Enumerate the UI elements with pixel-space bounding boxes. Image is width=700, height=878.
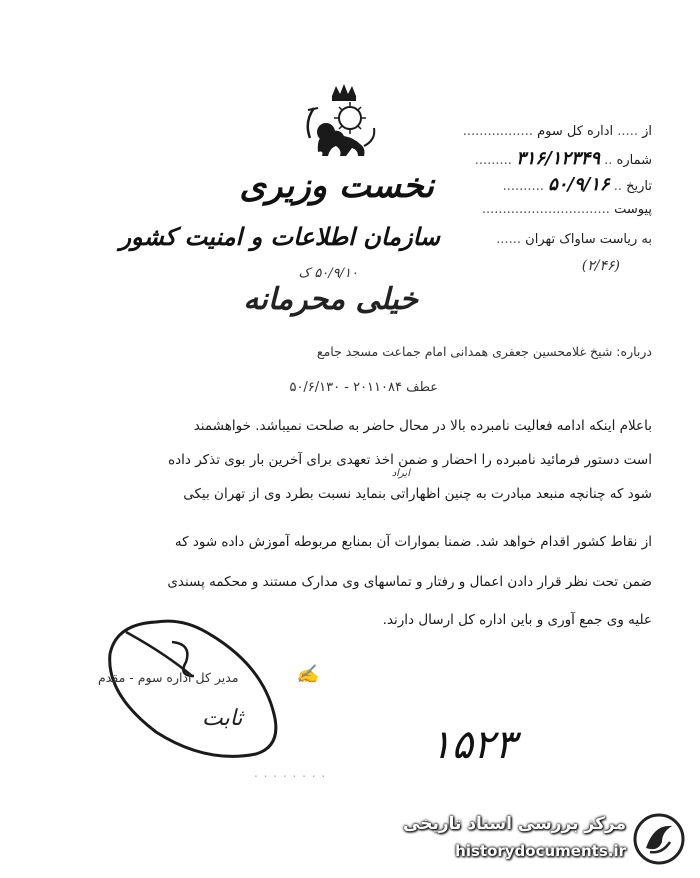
body-line: باعلام اینکه ادامه فعالیت نامبرده بالا در محال حاضر به صلحت نمیباشد. خواهشمند <box>193 418 652 434</box>
reference-line: عطف ۲۰۱۱۰۸۴ - ۵۰/۶/۱۳۰ <box>289 380 438 395</box>
signature-title: مدیر کل اداره سوم - مقدم <box>98 670 239 685</box>
letterhead-title: نخست وزیری <box>239 166 434 206</box>
from-field: از ..... اداره کل سوم ................. <box>462 124 652 139</box>
handwritten-archive-number: ۱۵۲۳ <box>430 722 516 768</box>
watermark-url: historydocuments.ir <box>455 842 626 860</box>
subject-line: درباره: شیخ غلامحسین جعفری همدانی امام جماعت مسجد جامع <box>316 344 652 359</box>
faint-stamp-remnant: . . . . . . . . <box>254 766 327 780</box>
watermark-title: مرکز بررسی اسناد تاریخی <box>403 814 626 834</box>
number-label: شماره <box>616 153 652 168</box>
number-field: شماره .. ۳۱۶/۱۲۳۴۹ ......... <box>474 148 652 169</box>
handwritten-oval-mark-icon <box>96 614 286 764</box>
signature-initials: ثابت <box>202 706 243 731</box>
signature-scrawl-icon: ✍ <box>296 664 319 685</box>
date-value: ۵۰/۹/۱۶ <box>548 174 610 195</box>
date-field: تاریخ .. ۵۰/۹/۱۶ .......... <box>502 174 652 195</box>
archive-logo-icon <box>632 812 686 866</box>
letterhead-organization: سازمان اطلاعات و امنیت کشور <box>119 222 440 251</box>
from-value: اداره کل سوم <box>537 124 614 139</box>
body-line: از نقاط کشور اقدام خواهد شد. ضمنا بموارات آن بمنابع مربوطه آموزش داده شود که <box>174 534 652 550</box>
handwritten-received-ref: ۵۰/۹/۱۰ ک <box>298 266 358 281</box>
body-insertion-note: ایراد <box>391 468 410 479</box>
body-line: ضمن تحت نظر قرار دادن اعمال و رفتار و تماسهای وی مدارک مستند و محکمه پسندی <box>167 574 652 590</box>
side-note: (۲/۴۶) <box>581 258 620 274</box>
attachment-label: پیوست <box>614 202 652 217</box>
attachment-field: پیوست ............................... <box>481 202 652 217</box>
lion-and-sun-emblem-icon <box>296 82 386 170</box>
recipient-line: به ریاست ساواک تهران ...... <box>496 232 652 247</box>
body-line: است دستور فرمائید نامبرده را احضار و ضمن اخذ تعهدی برای آخرین بار بوی تذکر داده <box>168 452 652 468</box>
number-value: ۳۱۶/۱۲۳۴۹ <box>516 148 600 169</box>
classification-label: خیلی محرمانه <box>243 282 418 317</box>
body-line: شود که چنانچه منبعد مبادرت به چنین اظهاراتی بنماید نسبت بطرد وی از تهران بیکی <box>183 486 652 502</box>
body-line: علیه وی جمع آوری و باین اداره کل ارسال دارند. <box>382 612 652 628</box>
recipient-text: به ریاست ساواک تهران <box>525 232 652 247</box>
watermark <box>390 808 690 870</box>
from-label: از <box>642 124 652 139</box>
date-label: تاریخ <box>626 179 652 194</box>
